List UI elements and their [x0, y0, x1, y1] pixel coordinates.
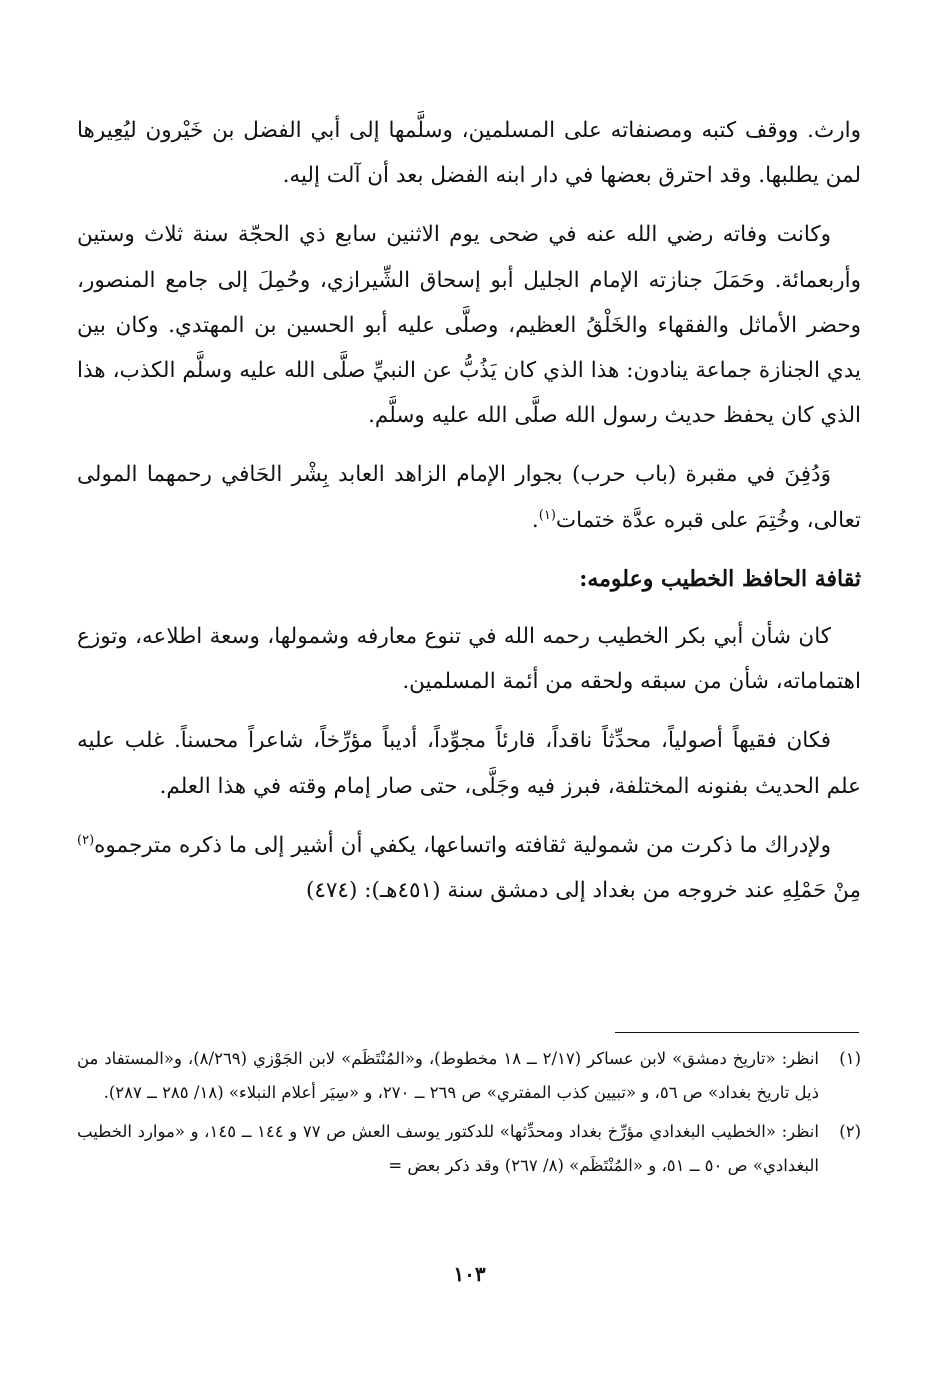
paragraph-text: وارث. ووقف كتبه ومصنفاته على المسلمين، وسلَّمها إلى أبي الفضل بن خَيْرون ليُعِيرها لمن يطلبها. وقد احترق بعضها في دار ابنه الفضل بعد أن آلت إليه.	[77, 118, 861, 189]
footnote-2	[77, 1115, 861, 1182]
footnote-text: انظر: «تاريخ دمشق» لابن عساكر (٢/١٧ ــ ١٨ مخطوط)، و«المُنْتَظَم» لابن الجَوْزي (٨/٢٦٩)، و«المستفاد من ذيل تاريخ بغداد» ص ٥٦، و «تبيين كذب المفتري» ص ٢٦٩ ــ ٢٧٠، و «سِيَر أعلام النبلاء» (١٨/ ٢٨٥ ــ ٢٨٧).	[77, 1049, 819, 1102]
footnote-ref[interactable]: (١)	[538, 507, 556, 523]
footnote-number: (٢)	[839, 1122, 861, 1141]
paragraph-endowment	[77, 108, 861, 198]
main-text	[77, 108, 861, 927]
paragraph-text-tail: مِنْ حَمْلِهِ عند خروجه من بغداد إلى دمشق سنة (٤٥١هـ): (٤٧٤)	[305, 878, 861, 904]
section-heading	[77, 557, 861, 602]
paragraph-text: ولإدراك ما ذكرت من شمولية ثقافته واتساعها، يكفي أن أشير إلى ما ذكره مترجموه	[94, 832, 831, 858]
page-number: ١٠٣	[453, 1262, 486, 1286]
paragraph-burial	[77, 452, 861, 542]
paragraph-breadth	[77, 823, 861, 913]
paragraph-qualities	[77, 718, 861, 808]
footnote-text: انظر: «الخطيب البغدادي مؤرِّخ بغداد ومحدِّثها» للدكتور يوسف العش ص ٧٧ و ١٤٤ ــ ١٤٥، و «موارد الخطيب البغدادي» ص ٥٠ ــ ٥١، و «المُنْتَظَم» (٨/ ٢٦٧) وقد ذكر بعض =	[77, 1122, 819, 1175]
paragraph-scholarship	[77, 614, 861, 704]
paragraph-text: فكان فقيهاً أصولياً، محدِّثاً ناقداً، قارئاً مجوِّداً، أديباً مؤرِّخاً، شاعراً محسناً. غلب عليه علم الحديث بفنونه المختلفة، فبرز فيه وجَلَّى، حتى صار إمام وقته في هذا العلم.	[77, 728, 861, 799]
paragraph-text: وكانت وفاته رضي الله عنه في ضحى يوم الاثنين سابع ذي الحجّة سنة ثلاث وستين وأربعمائة. وحَمَلَ جنازته الإمام الجليل أبو إسحاق الشِّيرازي، وحُمِلَ إلى جامع المنصور، وحضر الأماثل والفقهاء والخَلْقُ العظيم، وصلَّى عليه أبو الحسين بن المهتدي. وكان بين يدي الجنازة جماعة ينادون: هذا الذي كان يَذُبُّ عن النبيِّ صلَّى الله عليه وسلَّم الكذب، هذا الذي كان يحفظ حديث رسول الله صلَّى الله عليه وسلَّم.	[77, 222, 861, 429]
paragraph-death	[77, 212, 861, 438]
footnote-1	[77, 1042, 861, 1109]
footnotes	[77, 1042, 861, 1188]
paragraph-text: وَدُفِنَ في مقبرة (باب حرب) بجوار الإمام الزاهد العابد بِشْر الحَافي رحمهما المولى تعالى، وخُتِمَ على قبره عدَّة ختمات	[77, 462, 861, 533]
paragraph-text-tail: .	[531, 507, 539, 533]
footnote-divider	[615, 1032, 859, 1033]
footnote-ref[interactable]: (٢)	[77, 832, 95, 848]
footnote-number: (١)	[839, 1049, 861, 1068]
paragraph-text: كان شأن أبي بكر الخطيب رحمه الله في تنوع معارفه وشمولها، وسعة اطلاعه، وتوزع اهتماماته، شأن من سبقه ولحقه من أئمة المسلمين.	[77, 624, 861, 695]
heading-text: ثقافة الحافظ الخطيب وعلومه:	[579, 565, 861, 592]
